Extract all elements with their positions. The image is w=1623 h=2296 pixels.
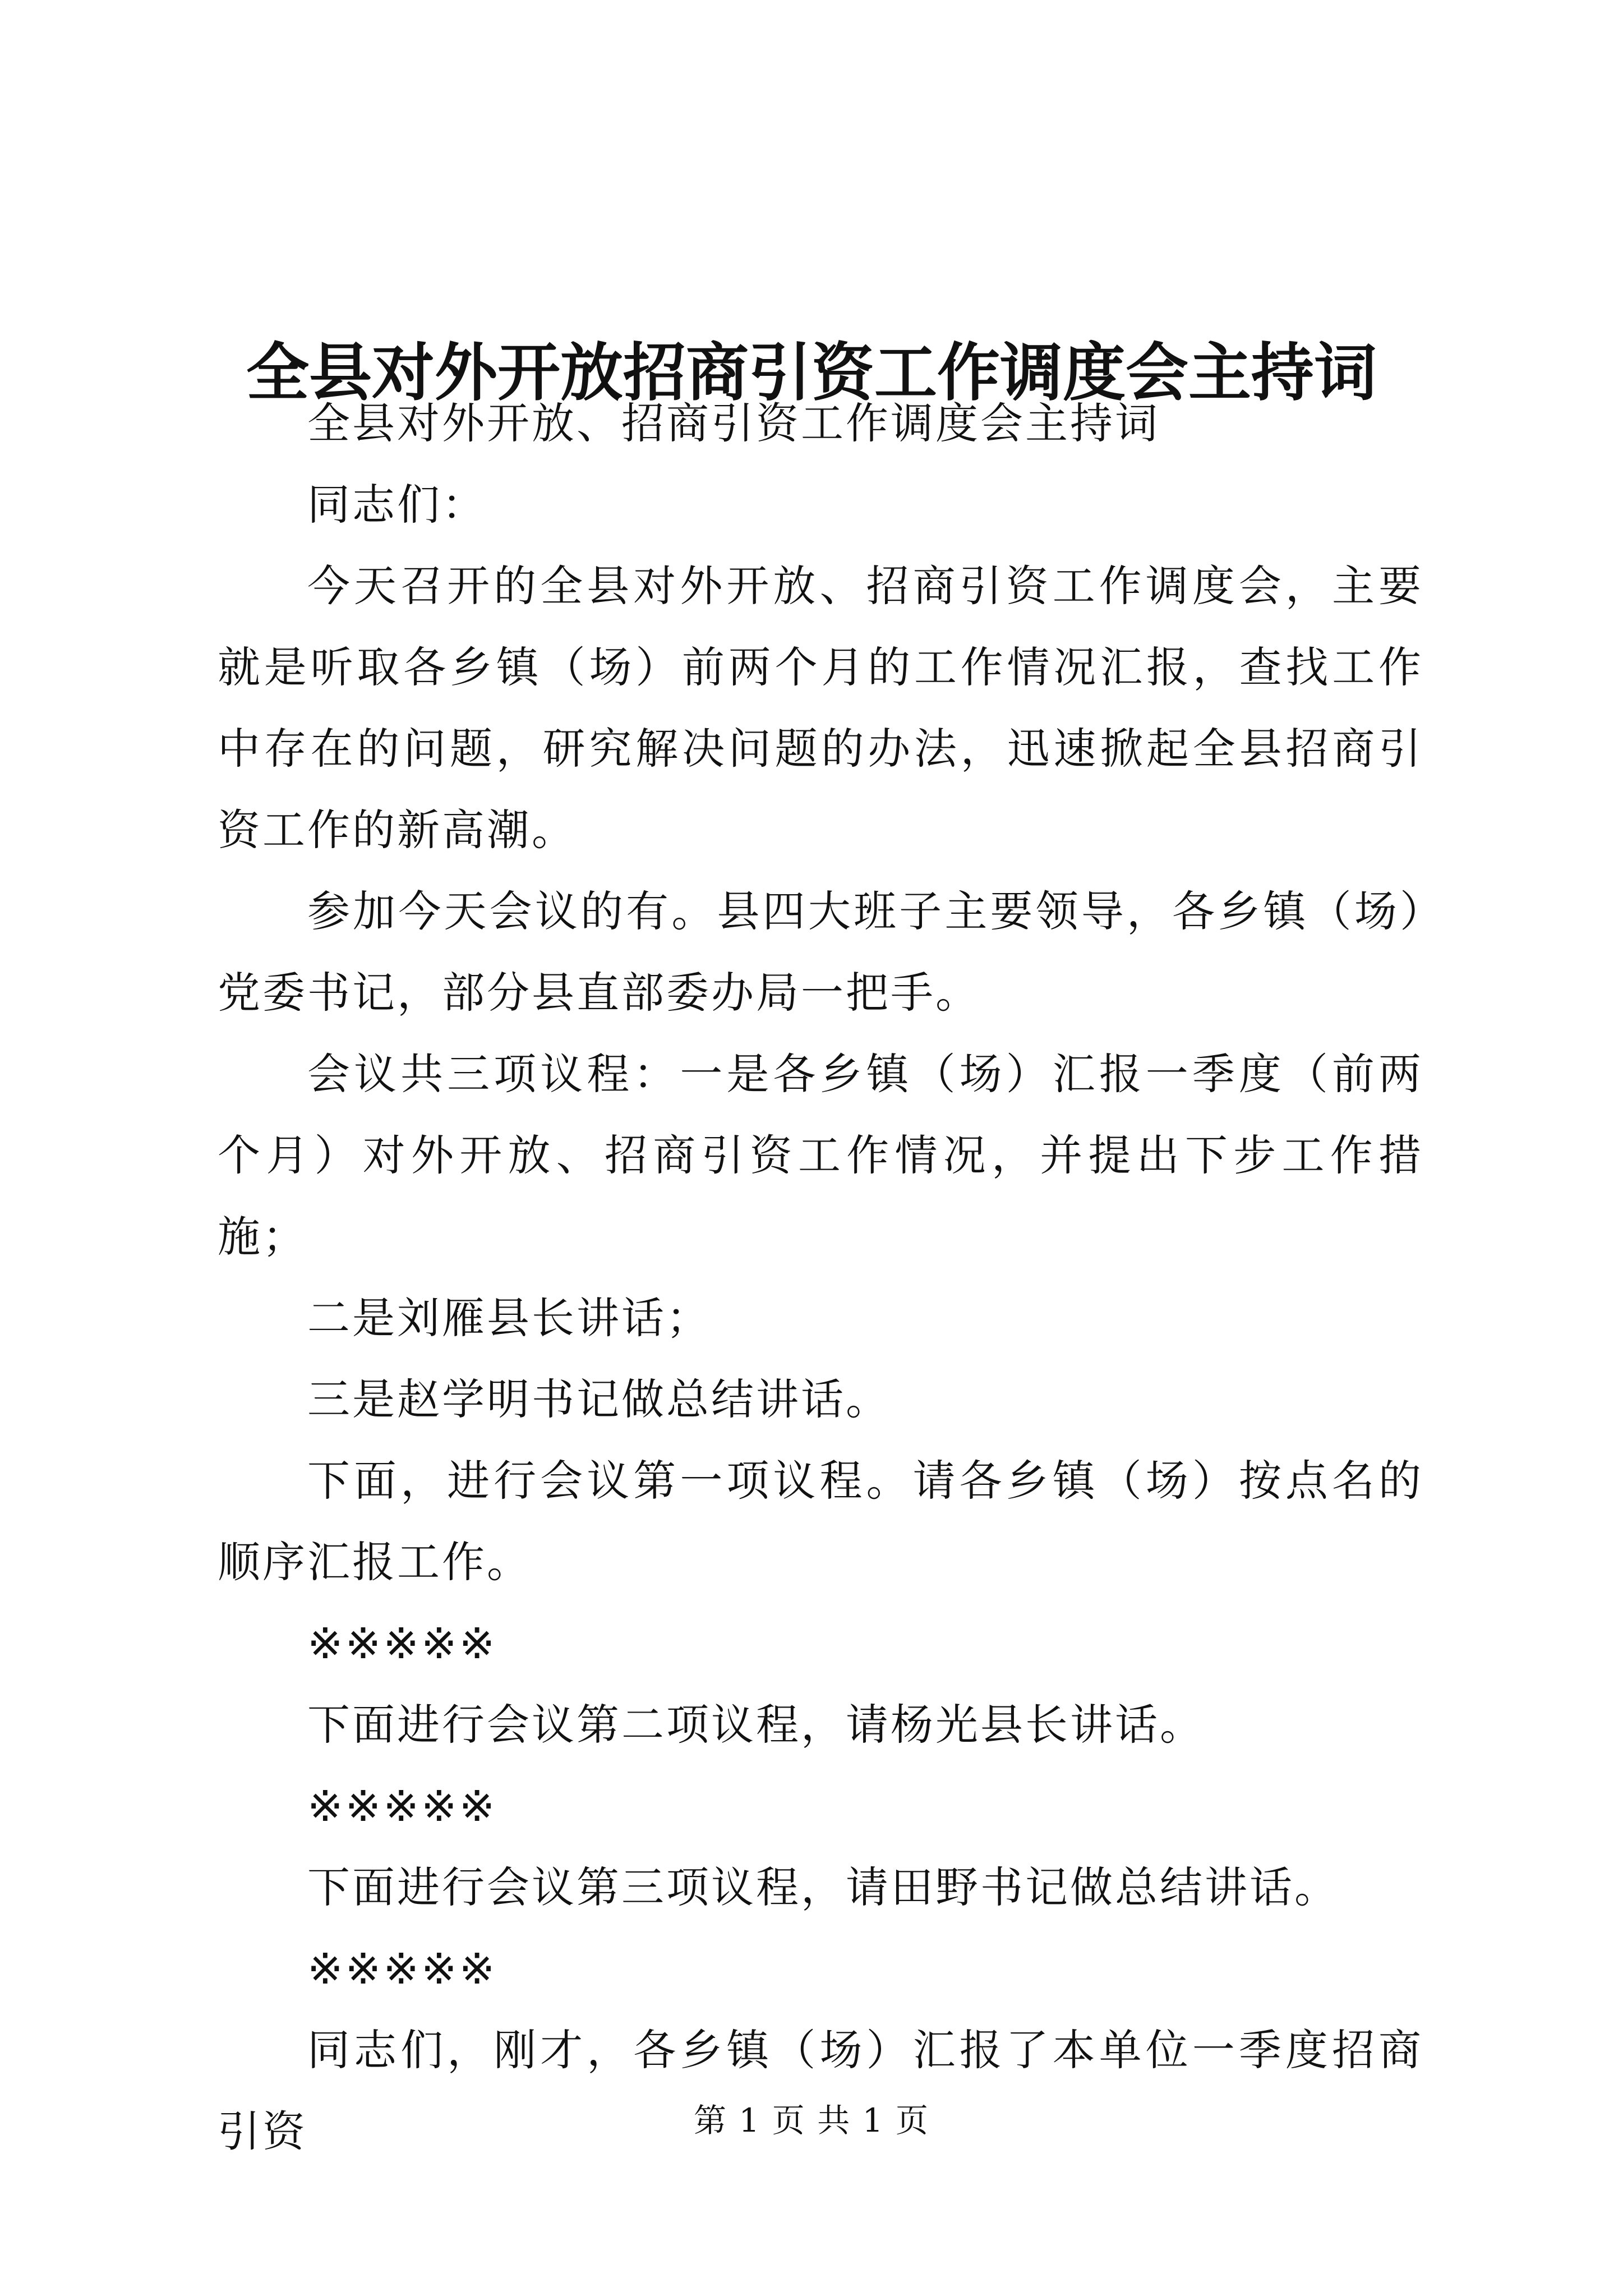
paragraph-separator: ※※※※※: [307, 1781, 497, 1831]
paragraph-agenda-2: 二是刘雁县长讲话；: [307, 1293, 711, 1343]
paragraph-agenda-3: 三是赵学明书记做总结讲话。: [307, 1374, 891, 1424]
document-title: 全县对外开放招商引资工作调度会主持词: [246, 336, 1377, 410]
paragraph-subtitle: 全县对外开放、招商引资工作调度会主持词: [307, 398, 1160, 448]
document-body: [218, 383, 1423, 2172]
page-footer: 第 1 页 共 1 页: [694, 2101, 929, 2139]
paragraph-item-1: 下面，进行会议第一项议程。请各乡镇（场）按点名的顺序汇报工作。: [218, 1456, 1423, 1587]
paragraph-opening: 今天召开的全县对外开放、招商引资工作调度会，主要就是听取各乡镇（场）前两个月的工作情况汇报，查找工作中存在的问题，研究解决问题的办法，迅速掀起全县招商引资工作的新高潮。: [218, 561, 1423, 855]
paragraph-separator: ※※※※※: [307, 1618, 497, 1668]
paragraph-closing: 同志们，刚才，各乡镇（场）汇报了本单位一季度招商引资: [218, 2025, 1423, 2156]
paragraph-salutation: 同志们：: [307, 480, 487, 530]
paragraph-attendees: 参加今天会议的有。县四大班子主要领导，各乡镇（场）党委书记，部分县直部委办局一把手。: [218, 886, 1423, 1018]
paragraph-agenda: 会议共三项议程：一是各乡镇（场）汇报一季度（前两个月）对外开放、招商引资工作情况，并提出下步工作措施；: [218, 1049, 1423, 1262]
paragraph-item-3: 下面进行会议第三项议程，请田野书记做总结讲话。: [307, 1862, 1339, 1912]
paragraph-item-2: 下面进行会议第二项议程，请杨光县长讲话。: [307, 1700, 1205, 1750]
paragraph-separator: ※※※※※: [307, 1944, 497, 1994]
